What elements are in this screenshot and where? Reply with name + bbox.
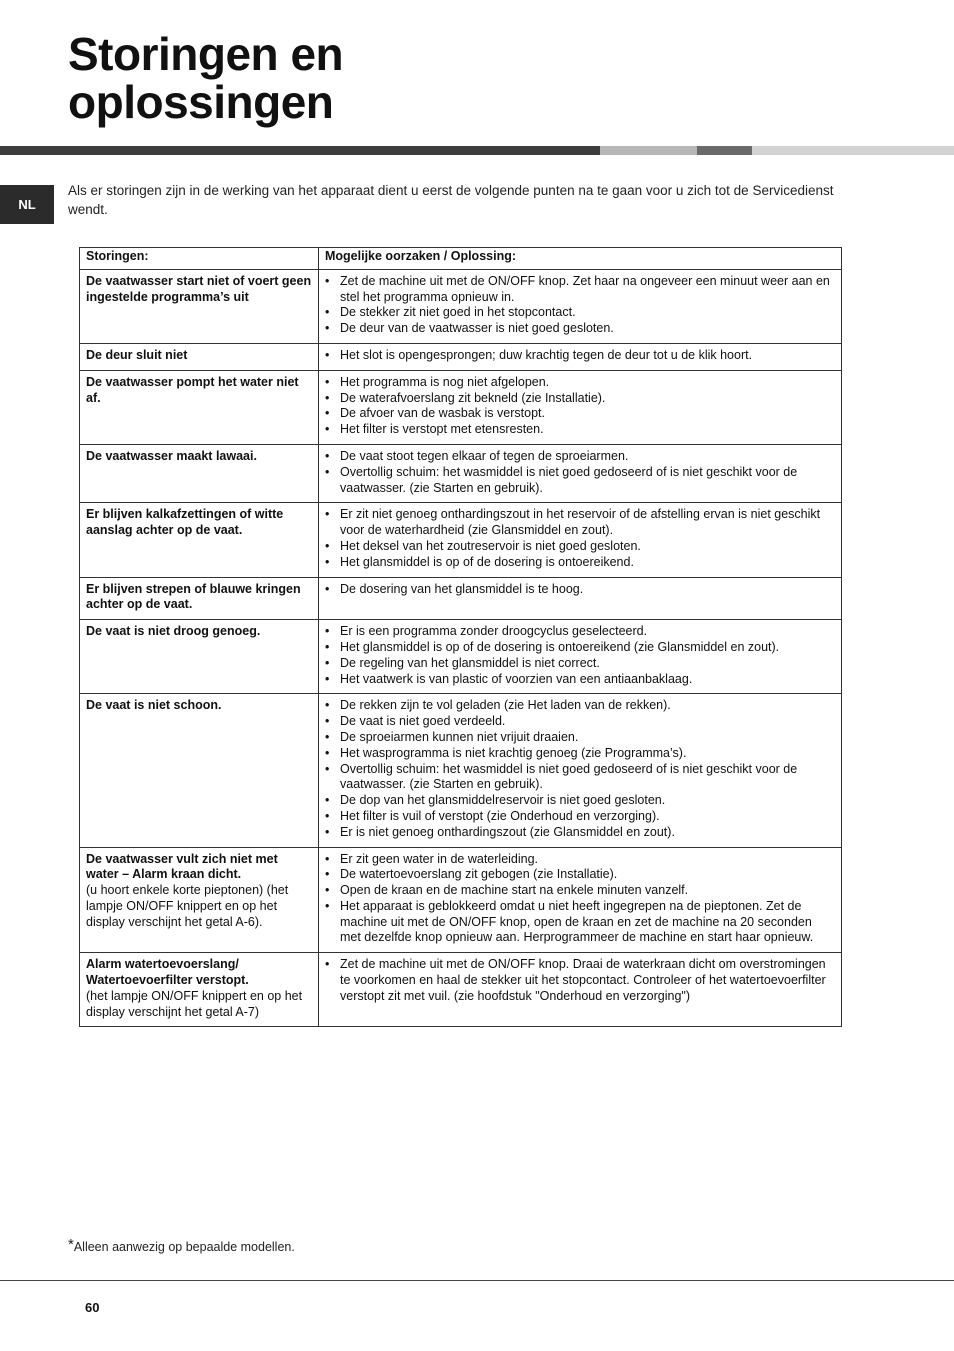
causes-list <box>325 582 835 598</box>
causes-list <box>325 348 835 364</box>
cause-item: • Het vaatwerk is van plastic of voorzien van een antiaanbaklaag. <box>325 672 835 688</box>
causes-list <box>325 375 835 438</box>
fault-title: Alarm watertoevoerslang/ Watertoevoerfilter verstopt. <box>86 957 249 988</box>
fault-cell <box>80 953 319 1027</box>
page-title <box>68 30 343 126</box>
cause-item: • De vaat is niet goed verdeeld. <box>325 714 835 730</box>
language-tab: NL <box>0 185 54 224</box>
cause-item: • Het slot is opengesprongen; duw krachtig tegen de deur tot u de klik hoort. <box>325 348 835 364</box>
cause-item: • Overtollig schuim: het wasmiddel is niet goed gedoseerd of is niet geschikt voor de vaatwasser. (zie Starten en gebruik). <box>325 465 835 497</box>
intro-paragraph: Als er storingen zijn in de werking van het apparaat dient u eerst de volgende punten na te gaan voor u zich tot de Servicedienst wendt. <box>68 183 834 217</box>
causes-cell <box>319 620 842 694</box>
fault-note: (u hoort enkele korte pieptonen) (het lampje ON/OFF knippert en op het display verschijnt het getal A-6). <box>86 883 289 929</box>
fault-cell <box>80 343 319 370</box>
causes-list <box>325 957 835 1004</box>
header-rule-dark <box>0 146 600 155</box>
cause-item: • De sproeiarmen kunnen niet vrijuit draaien. <box>325 730 835 746</box>
cause-item: • De deur van de vaatwasser is niet goed gesloten. <box>325 321 835 337</box>
cause-item: • De rekken zijn te vol geladen (zie Het laden van de rekken). <box>325 698 835 714</box>
fault-title: De vaat is niet schoon. <box>86 698 222 713</box>
fault-cell <box>80 370 319 444</box>
table-header-row <box>80 248 842 270</box>
causes-cell <box>319 577 842 620</box>
causes-list <box>325 274 835 337</box>
header-rule-light-grey <box>600 146 697 155</box>
cause-item: • De watertoevoerslang zit gebogen (zie Installatie). <box>325 867 835 883</box>
fault-note: (het lampje ON/OFF knippert en op het display verschijnt het getal A-7) <box>86 988 303 1019</box>
page-number: 60 <box>85 1300 100 1315</box>
fault-title: De vaatwasser maakt lawaai. <box>86 448 257 463</box>
cause-item: • Het glansmiddel is op of de dosering is ontoereikend (zie Glansmiddel en zout). <box>325 640 835 656</box>
footnote-mark: * <box>68 1236 74 1253</box>
causes-cell <box>319 269 842 343</box>
fault-title: Er blijven strepen of blauwe kringen achter op de vaat. <box>86 581 301 612</box>
causes-list <box>325 507 835 570</box>
cause-item: • Zet de machine uit met de ON/OFF knop. Zet haar na ongeveer een minuut weer aan en stel het programma opnieuw in. <box>325 274 835 306</box>
causes-cell <box>319 370 842 444</box>
cause-item: • Het filter is verstopt met etensresten. <box>325 422 835 438</box>
table-row <box>80 370 842 444</box>
cause-item: • De waterafvoerslang zit bekneld (zie Installatie). <box>325 391 835 407</box>
cause-item: • Het filter is vuil of verstopt (zie Onderhoud en verzorging). <box>325 809 835 825</box>
cause-item: • Het apparaat is geblokkeerd omdat u niet heeft ingegrepen na de pieptonen. Zet de machine uit met de ON/OFF knop, open de kraan en zet de machine na 20 seconden met dezelfde knop opnieuw aan. Herprogrammeer de machine en start haar opnieuw. <box>325 899 835 946</box>
fault-title: De vaatwasser pompt het water niet af. <box>86 374 299 405</box>
page-title-line-1: Storingen en <box>68 28 344 80</box>
fault-title: De deur sluit niet <box>86 347 188 362</box>
fault-cell <box>80 620 319 694</box>
page-title-line-2: oplossingen <box>68 76 334 128</box>
troubleshooting-table <box>79 247 842 1027</box>
causes-list <box>325 624 835 687</box>
cause-item: • Zet de machine uit met de ON/OFF knop. Draai de waterkraan dicht om overstromingen te voorkomen en haal de stekker uit het stopcontact. Controleer of het watertoevoerfilter verstopt zit met vuil. (zie hoofdstuk "Onderhoud en verzorging") <box>325 957 835 1004</box>
table-row <box>80 269 842 343</box>
cause-item: • Er zit geen water in de waterleiding. <box>325 852 835 868</box>
table-row <box>80 694 842 847</box>
table-body <box>80 269 842 1027</box>
cause-item: • Het glansmiddel is op of de dosering is ontoereikend. <box>325 555 835 571</box>
table-row <box>80 847 842 953</box>
fault-title: De vaatwasser start niet of voert geen ingestelde programma’s uit <box>86 273 312 304</box>
cause-item: • De stekker zit niet goed in het stopcontact. <box>325 305 835 321</box>
cause-item: • De vaat stoot tegen elkaar of tegen de sproeiarmen. <box>325 449 835 465</box>
causes-cell <box>319 343 842 370</box>
fault-cell <box>80 444 319 502</box>
table-row <box>80 620 842 694</box>
cause-item: • De regeling van het glansmiddel is niet correct. <box>325 656 835 672</box>
column-header-faults: Storingen: <box>80 248 319 270</box>
table-row <box>80 503 842 577</box>
cause-item: • Het wasprogramma is niet krachtig genoeg (zie Programma’s). <box>325 746 835 762</box>
fault-cell <box>80 269 319 343</box>
cause-item: • De afvoer van de wasbak is verstopt. <box>325 406 835 422</box>
fault-cell <box>80 577 319 620</box>
causes-cell <box>319 694 842 847</box>
cause-item: • De dosering van het glansmiddel is te hoog. <box>325 582 835 598</box>
fault-cell <box>80 694 319 847</box>
table-row <box>80 953 842 1027</box>
causes-cell <box>319 444 842 502</box>
fault-title: De vaat is niet droog genoeg. <box>86 624 261 639</box>
cause-item: • Het deksel van het zoutreservoir is niet goed gesloten. <box>325 539 835 555</box>
header-rule-pale-grey <box>752 146 954 155</box>
column-header-causes: Mogelijke oorzaken / Oplossing: <box>319 248 842 270</box>
header-rule-mid-grey <box>697 146 752 155</box>
footer-rule <box>0 1280 954 1281</box>
table-row <box>80 577 842 620</box>
cause-item: • Er is niet genoeg onthardingszout (zie Glansmiddel en zout). <box>325 825 835 841</box>
fault-title: De vaatwasser vult zich niet met water – Alarm kraan dicht. <box>86 851 278 882</box>
fault-title: Er blijven kalkafzettingen of witte aanslag achter op de vaat. <box>86 507 284 538</box>
causes-list <box>325 852 835 947</box>
causes-list <box>325 449 835 496</box>
causes-cell <box>319 953 842 1027</box>
table-row <box>80 444 842 502</box>
cause-item: • Er zit niet genoeg onthardingszout in het reservoir of de afstelling ervan is niet geschikt voor de waterhardheid (zie Glansmiddel en zout). <box>325 507 835 539</box>
cause-item: • Open de kraan en de machine start na enkele minuten vanzelf. <box>325 883 835 899</box>
cause-item: • Er is een programma zonder droogcyclus geselecteerd. <box>325 624 835 640</box>
causes-list <box>325 698 835 840</box>
fault-cell <box>80 503 319 577</box>
causes-cell <box>319 503 842 577</box>
cause-item: • Overtollig schuim: het wasmiddel is niet goed gedoseerd of is niet geschikt voor de vaatwasser. (zie Starten en gebruik). <box>325 762 835 794</box>
footnote-text: Alleen aanwezig op bepaalde modellen. <box>73 1240 295 1254</box>
cause-item: • De dop van het glansmiddelreservoir is niet goed gesloten. <box>325 793 835 809</box>
cause-item: • Het programma is nog niet afgelopen. <box>325 375 835 391</box>
fault-cell <box>80 847 319 953</box>
causes-cell <box>319 847 842 953</box>
table-row <box>80 343 842 370</box>
footnote <box>68 1236 295 1254</box>
